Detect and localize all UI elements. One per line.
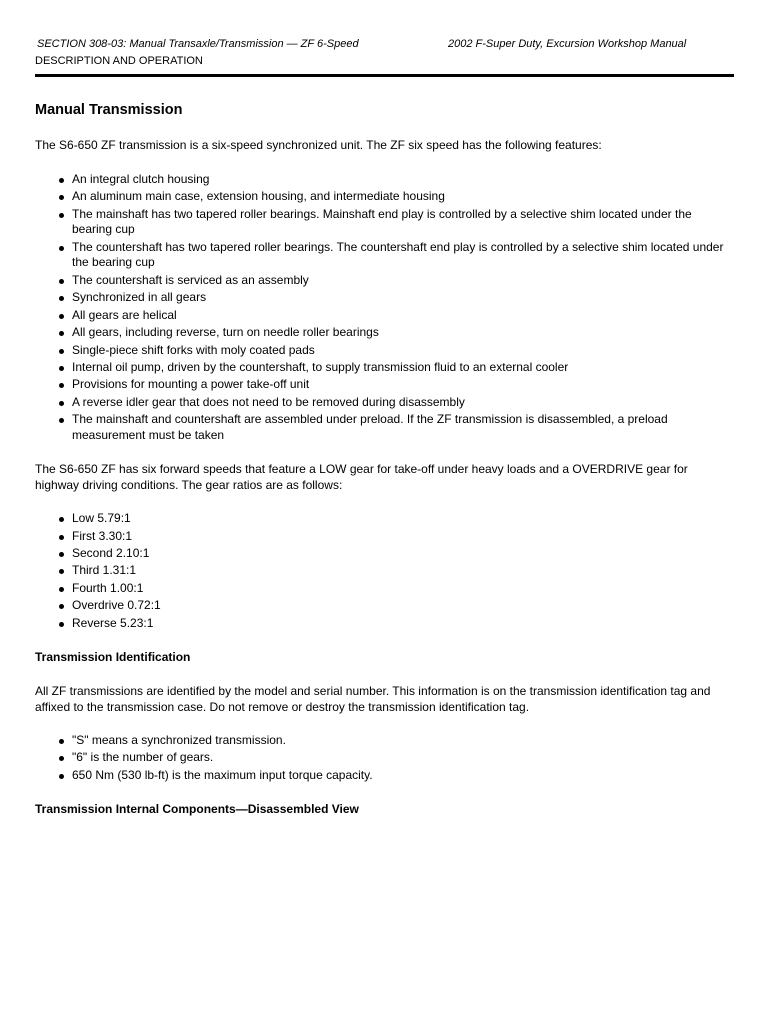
list-item: The countershaft is serviced as an assembly	[35, 273, 735, 289]
list-item: The mainshaft has two tapered roller bearings. Mainshaft end play is controlled by a selective shim located under the bearing cup	[35, 207, 735, 238]
identification-heading: Transmission Identification	[35, 650, 191, 665]
list-item: Synchronized in all gears	[35, 290, 735, 306]
features-list	[35, 172, 735, 443]
list-item: Internal oil pump, driven by the countershaft, to supply transmission fluid to an external cooler	[35, 360, 735, 376]
list-item: All gears, including reverse, turn on needle roller bearings	[35, 325, 735, 341]
list-item: Overdrive 0.72:1	[35, 598, 735, 614]
list-item: "S" means a synchronized transmission.	[35, 733, 735, 749]
list-item: The countershaft has two tapered roller bearings. The countershaft end play is controlled by a selective shim located under the bearing cup	[35, 240, 735, 271]
list-item: First 3.30:1	[35, 529, 735, 545]
header-row	[35, 36, 735, 53]
components-heading: Transmission Internal Components—Disassembled View	[35, 802, 359, 817]
list-item: The mainshaft and countershaft are assembled under preload. If the ZF transmission is disassembled, a preload measurement must be taken	[35, 412, 735, 443]
list-item: Fourth 1.00:1	[35, 581, 735, 597]
list-item: An integral clutch housing	[35, 172, 735, 188]
page-header	[35, 36, 735, 67]
list-item: All gears are helical	[35, 308, 735, 324]
section-title: SECTION 308-03: Manual Transaxle/Transmission — ZF 6-Speed	[37, 38, 359, 50]
manual-title: 2002 F-Super Duty, Excursion Workshop Manual	[448, 38, 687, 50]
header-divider	[35, 74, 734, 77]
list-item: 650 Nm (530 lb-ft) is the maximum input torque capacity.	[35, 768, 735, 784]
list-item: Second 2.10:1	[35, 546, 735, 562]
page-title: Manual Transmission	[35, 102, 183, 118]
list-item: Provisions for mounting a power take-off unit	[35, 377, 735, 393]
list-item: Reverse 5.23:1	[35, 616, 735, 632]
list-item: Single-piece shift forks with moly coated pads	[35, 343, 735, 359]
gear-ratios-list	[35, 511, 735, 631]
identification-paragraph: All ZF transmissions are identified by the model and serial number. This information is on the transmission identification tag and affixed to the transmission case. Do not remove or destroy the transmission identification tag.	[35, 684, 711, 715]
document-body	[35, 100, 735, 835]
intro-paragraph: The S6-650 ZF transmission is a six-speed synchronized unit. The ZF six speed has the following features:	[35, 138, 602, 152]
ratios-intro-paragraph: The S6-650 ZF has six forward speeds that feature a LOW gear for take-off under heavy loads and a OVERDRIVE gear for highway driving conditions. The gear ratios are as follows:	[35, 462, 688, 493]
list-item: Low 5.79:1	[35, 511, 735, 527]
list-item: "6" is the number of gears.	[35, 750, 735, 766]
list-item: An aluminum main case, extension housing, and intermediate housing	[35, 189, 735, 205]
list-item: Third 1.31:1	[35, 563, 735, 579]
identification-list	[35, 733, 735, 783]
header-subtitle: DESCRIPTION AND OPERATION	[35, 55, 203, 67]
list-item: A reverse idler gear that does not need to be removed during disassembly	[35, 395, 735, 411]
